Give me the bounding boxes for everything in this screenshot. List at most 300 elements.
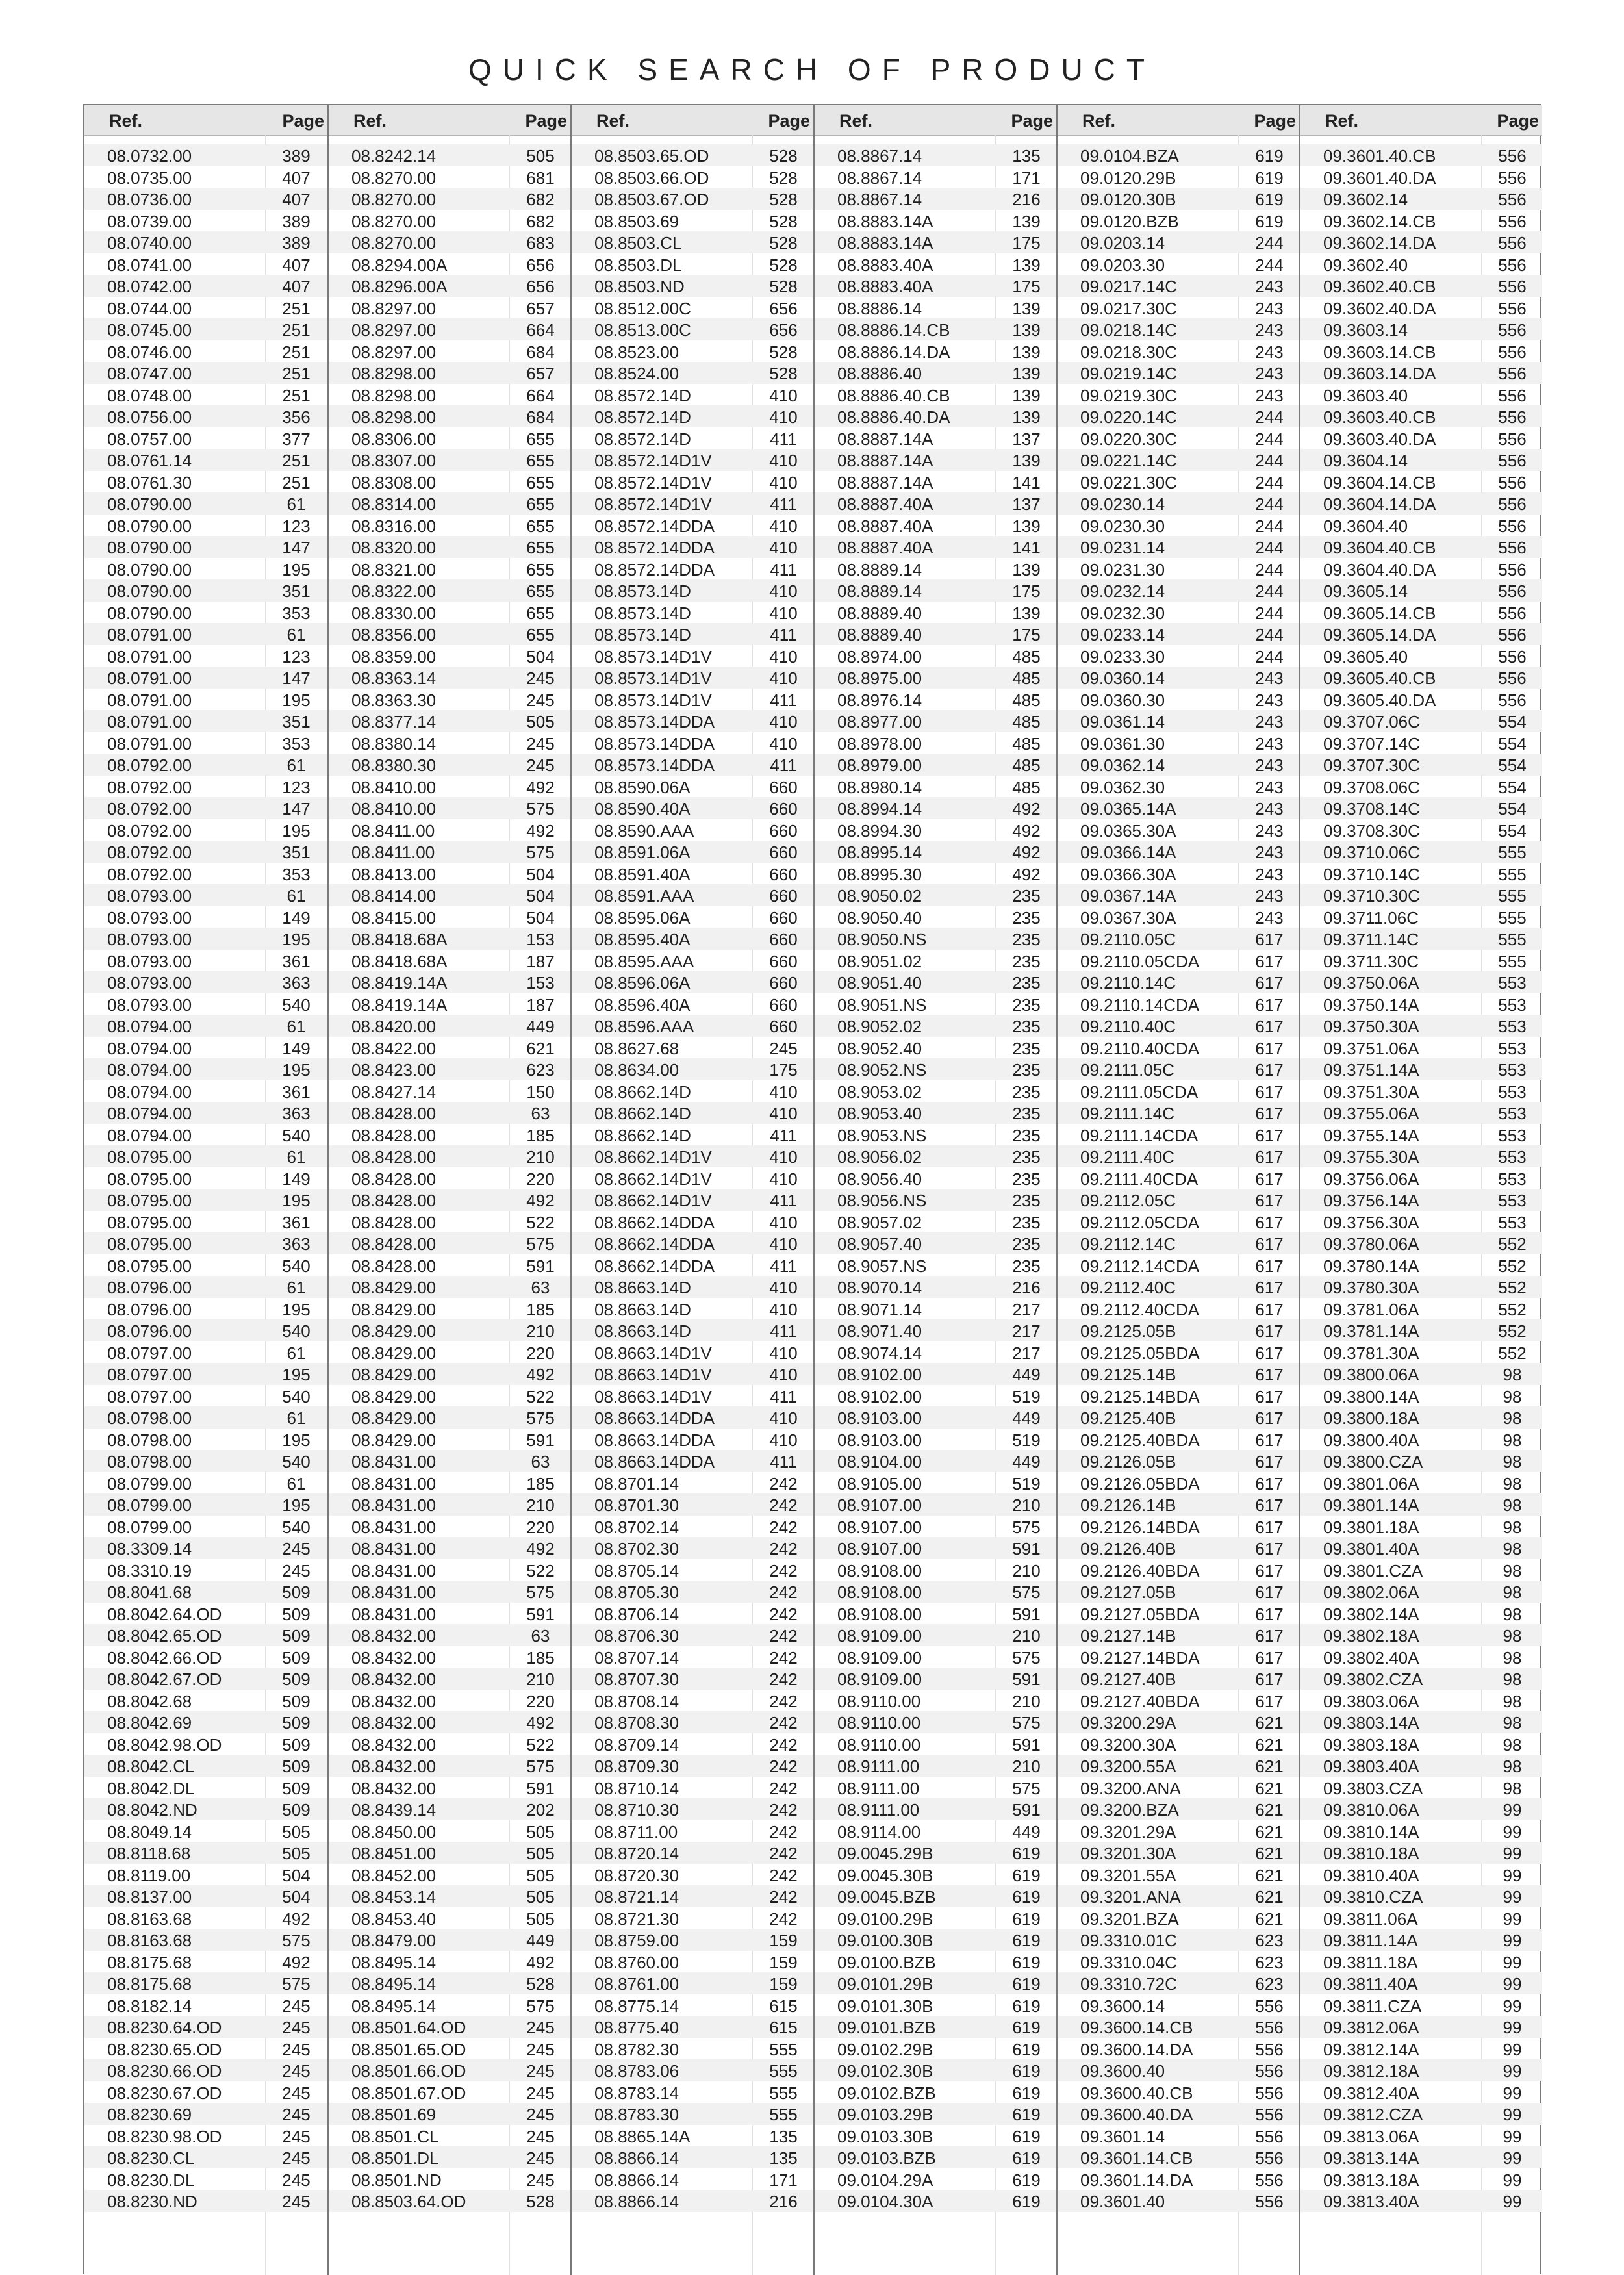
ref-cell: 09.2126.40B bbox=[1080, 1539, 1176, 1558]
table-row bbox=[1058, 797, 1299, 819]
page-cell: 660 bbox=[769, 886, 798, 906]
ref-cell: 08.8163.68 bbox=[107, 1909, 192, 1929]
page-cell: 139 bbox=[1012, 385, 1041, 405]
ref-cell: 09.0220.14C bbox=[1080, 407, 1177, 427]
page-cell: 555 bbox=[1498, 886, 1527, 906]
table-row bbox=[572, 1733, 813, 1755]
page-cell: 540 bbox=[282, 1256, 311, 1276]
page-cell: 509 bbox=[282, 1691, 311, 1711]
page-cell: 655 bbox=[526, 581, 555, 601]
ref-cell: 09.3813.18A bbox=[1323, 2170, 1419, 2190]
page-cell: 244 bbox=[1255, 646, 1284, 667]
table-row bbox=[329, 1406, 570, 1429]
page-cell: 61 bbox=[286, 1473, 306, 1493]
page-cell: 449 bbox=[1012, 1452, 1041, 1471]
table-row bbox=[572, 841, 813, 863]
table-row bbox=[1058, 1690, 1299, 1712]
table-row bbox=[1058, 1842, 1299, 1864]
ref-cell: 08.8270.00 bbox=[351, 233, 437, 253]
page-cell: 556 bbox=[1498, 494, 1527, 514]
table-row bbox=[329, 1842, 570, 1864]
table-row bbox=[329, 1603, 570, 1625]
page-cell: 621 bbox=[1255, 1713, 1284, 1733]
page-cell: 619 bbox=[1012, 2061, 1041, 2081]
page-cell: 235 bbox=[1012, 1060, 1041, 1080]
ref-cell: 08.9074.14 bbox=[837, 1343, 922, 1363]
page-cell: 242 bbox=[769, 1604, 798, 1624]
table-row bbox=[1058, 1711, 1299, 1733]
ref-cell: 09.2127.14B bbox=[1080, 1626, 1176, 1646]
ref-cell: 08.8662.14D1V bbox=[594, 1191, 712, 1210]
table-row bbox=[1300, 384, 1542, 406]
ref-cell: 09.0104.29A bbox=[837, 2170, 933, 2190]
page-cell: 153 bbox=[526, 973, 555, 993]
page-cell: 235 bbox=[1012, 1125, 1041, 1145]
page-cell: 242 bbox=[769, 1517, 798, 1537]
page-cell: 63 bbox=[531, 1452, 550, 1471]
table-row bbox=[572, 1015, 813, 1037]
product-index-table bbox=[83, 104, 1541, 2274]
ref-cell: 08.8710.14 bbox=[594, 1778, 679, 1798]
ref-cell: 09.3812.18A bbox=[1323, 2061, 1419, 2081]
page-cell: 244 bbox=[1255, 407, 1284, 427]
table-row bbox=[84, 2059, 327, 2081]
page-cell: 504 bbox=[282, 1887, 311, 1907]
table-row bbox=[572, 1820, 813, 1842]
page-cell: 361 bbox=[282, 1082, 311, 1102]
ref-cell: 09.3813.14A bbox=[1323, 2148, 1419, 2168]
ref-cell: 08.8431.00 bbox=[351, 1473, 437, 1493]
page-cell: 242 bbox=[769, 1495, 798, 1515]
ref-cell: 08.8866.14 bbox=[594, 2192, 679, 2211]
ref-cell: 08.0793.00 bbox=[107, 995, 192, 1015]
table-row bbox=[1058, 667, 1299, 689]
ref-cell: 09.3200.ANA bbox=[1080, 1778, 1181, 1798]
ref-cell: 09.3605.14 bbox=[1323, 581, 1408, 601]
page-cell: 245 bbox=[282, 2148, 311, 2168]
page-cell: 656 bbox=[769, 320, 798, 340]
page-cell: 363 bbox=[282, 973, 311, 993]
ref-cell: 08.8782.30 bbox=[594, 2039, 679, 2059]
page-cell: 98 bbox=[1503, 1473, 1522, 1493]
ref-cell: 08.0793.00 bbox=[107, 930, 192, 949]
page-cell: 553 bbox=[1498, 1038, 1527, 1058]
ref-cell: 09.3605.40 bbox=[1323, 646, 1408, 667]
ref-cell: 09.3604.40.DA bbox=[1323, 559, 1436, 579]
table-row bbox=[84, 2038, 327, 2060]
page-cell: 528 bbox=[769, 168, 798, 188]
ref-cell: 09.3812.14A bbox=[1323, 2039, 1419, 2059]
table-row bbox=[329, 1385, 570, 1407]
table-row bbox=[329, 2146, 570, 2168]
page-cell: 361 bbox=[282, 951, 311, 971]
page-cell: 575 bbox=[1012, 1582, 1041, 1602]
table-row bbox=[572, 1690, 813, 1712]
ref-cell: 08.0741.00 bbox=[107, 255, 192, 275]
page-cell: 245 bbox=[769, 1038, 798, 1058]
page-cell: 591 bbox=[1012, 1735, 1041, 1755]
page-cell: 353 bbox=[282, 733, 311, 754]
page-cell: 553 bbox=[1498, 1169, 1527, 1189]
page-cell: 619 bbox=[1012, 2039, 1041, 2059]
page-cell: 175 bbox=[769, 1060, 798, 1080]
table-row bbox=[815, 188, 1056, 210]
ref-cell: 08.8501.ND bbox=[351, 2170, 442, 2190]
table-row bbox=[329, 2016, 570, 2038]
ref-cell: 09.2112.40C bbox=[1080, 1278, 1176, 1297]
table-row bbox=[84, 1733, 327, 1755]
column-group bbox=[1299, 105, 1542, 2275]
table-row bbox=[1058, 1668, 1299, 1690]
ref-cell: 08.0794.00 bbox=[107, 1038, 192, 1058]
table-row bbox=[815, 971, 1056, 993]
table-row bbox=[1058, 492, 1299, 515]
table-row bbox=[572, 1298, 813, 1320]
page-cell: 243 bbox=[1255, 799, 1284, 819]
page-cell: 552 bbox=[1498, 1321, 1527, 1341]
page-cell: 553 bbox=[1498, 1212, 1527, 1232]
ref-cell: 08.8453.14 bbox=[351, 1887, 437, 1907]
table-row bbox=[572, 558, 813, 580]
table-row bbox=[1058, 1124, 1299, 1146]
ref-cell: 09.3601.40.DA bbox=[1323, 168, 1436, 188]
table-row bbox=[1300, 449, 1542, 471]
table-row bbox=[572, 1080, 813, 1102]
table-row bbox=[1058, 1319, 1299, 1341]
table-row bbox=[1058, 906, 1299, 928]
ref-cell: 08.8573.14D1V bbox=[594, 646, 712, 667]
table-row bbox=[572, 1537, 813, 1559]
ref-cell: 08.9103.00 bbox=[837, 1430, 922, 1450]
page-cell: 99 bbox=[1503, 2083, 1522, 2103]
ref-cell: 09.3604.14.CB bbox=[1323, 472, 1436, 492]
table-row bbox=[1058, 340, 1299, 362]
table-row bbox=[572, 2059, 813, 2081]
ref-cell: 08.8431.00 bbox=[351, 1452, 437, 1471]
ref-cell: 08.8702.14 bbox=[594, 1517, 679, 1537]
table-row bbox=[1058, 1189, 1299, 1211]
page-cell: 575 bbox=[1012, 1517, 1041, 1537]
page-cell: 244 bbox=[1255, 603, 1284, 623]
table-row bbox=[329, 1015, 570, 1037]
ref-cell: 09.2127.40B bbox=[1080, 1670, 1176, 1689]
page-cell: 619 bbox=[1012, 2018, 1041, 2037]
ref-cell: 09.3200.BZA bbox=[1080, 1800, 1179, 1820]
page-cell: 147 bbox=[282, 538, 311, 557]
page-cell: 216 bbox=[769, 2192, 798, 2211]
table-row bbox=[572, 1385, 813, 1407]
ref-cell: 08.8428.00 bbox=[351, 1147, 437, 1167]
page-cell: 655 bbox=[526, 538, 555, 557]
ref-cell: 08.8663.14DDA bbox=[594, 1430, 715, 1450]
table-row bbox=[572, 1232, 813, 1254]
table-row bbox=[1058, 1058, 1299, 1080]
ref-cell: 08.8503.69 bbox=[594, 211, 679, 231]
page-cell: 135 bbox=[1012, 146, 1041, 166]
page-cell: 619 bbox=[1012, 2083, 1041, 2103]
table-row bbox=[815, 1232, 1056, 1254]
table-row bbox=[1058, 1624, 1299, 1646]
table-row bbox=[1300, 1276, 1542, 1298]
table-row bbox=[815, 427, 1056, 450]
table-row bbox=[815, 405, 1056, 427]
ref-cell: 08.9109.00 bbox=[837, 1647, 922, 1668]
ref-cell: 08.8270.00 bbox=[351, 190, 437, 209]
page-cell: 243 bbox=[1255, 690, 1284, 710]
ref-cell: 09.3602.14.DA bbox=[1323, 233, 1436, 253]
table-row bbox=[1300, 1581, 1542, 1603]
ref-cell: 09.3201.BZA bbox=[1080, 1909, 1179, 1929]
table-row bbox=[572, 340, 813, 362]
page-cell: 98 bbox=[1503, 1430, 1522, 1450]
page-cell: 99 bbox=[1503, 2039, 1522, 2059]
table-row bbox=[329, 275, 570, 297]
page-cell: 556 bbox=[1498, 320, 1527, 340]
page-cell: 509 bbox=[282, 1757, 311, 1776]
column-header bbox=[1058, 105, 1299, 136]
ref-cell: 09.0230.14 bbox=[1080, 494, 1165, 514]
table-row bbox=[1300, 2190, 1542, 2212]
page-cell: 235 bbox=[1012, 1082, 1041, 1102]
table-row bbox=[572, 1167, 813, 1189]
table-row bbox=[1058, 2125, 1299, 2147]
ref-cell: 08.0793.00 bbox=[107, 973, 192, 993]
table-row bbox=[572, 1145, 813, 1167]
page-cell: 575 bbox=[282, 1974, 311, 1994]
table-row bbox=[84, 776, 327, 798]
page-cell: 655 bbox=[526, 603, 555, 623]
ref-cell: 09.3803.CZA bbox=[1323, 1778, 1423, 1798]
table-row bbox=[329, 841, 570, 863]
page-cell: 556 bbox=[1498, 646, 1527, 667]
ref-cell: 08.9111.00 bbox=[837, 1757, 920, 1776]
ref-cell: 08.0798.00 bbox=[107, 1430, 192, 1450]
page-cell: 555 bbox=[769, 2083, 798, 2103]
ref-cell: 09.3781.06A bbox=[1323, 1299, 1419, 1319]
table-row bbox=[815, 623, 1056, 645]
table-row bbox=[572, 602, 813, 624]
ref-cell: 08.8591.06A bbox=[594, 843, 691, 862]
page-cell: 210 bbox=[1012, 1757, 1041, 1776]
page-cell: 617 bbox=[1255, 1430, 1284, 1450]
page-cell: 556 bbox=[1498, 190, 1527, 209]
page-cell: 617 bbox=[1255, 1517, 1284, 1537]
page-cell: 220 bbox=[526, 1343, 555, 1363]
ref-cell: 08.8711.00 bbox=[594, 1822, 678, 1842]
table-row bbox=[572, 1624, 813, 1646]
page-cell: 492 bbox=[282, 1952, 311, 1972]
page-cell: 410 bbox=[769, 451, 798, 470]
page-cell: 553 bbox=[1498, 1125, 1527, 1145]
ref-cell: 08.9111.00 bbox=[837, 1778, 920, 1798]
page-cell: 195 bbox=[282, 1430, 311, 1450]
table-row bbox=[572, 1907, 813, 1929]
ref-cell: 08.8042.ND bbox=[107, 1800, 197, 1820]
page-cell: 504 bbox=[526, 908, 555, 928]
page-cell: 617 bbox=[1255, 1147, 1284, 1167]
table-row bbox=[84, 1537, 327, 1559]
ref-cell: 08.8501.64.OD bbox=[351, 2018, 466, 2037]
table-row bbox=[815, 297, 1056, 319]
page-cell: 98 bbox=[1503, 1713, 1522, 1733]
page-cell: 554 bbox=[1498, 712, 1527, 731]
table-row bbox=[1058, 515, 1299, 537]
ref-cell: 08.8501.66.OD bbox=[351, 2061, 466, 2081]
ref-cell: 09.3600.14.DA bbox=[1080, 2039, 1193, 2059]
page-cell: 621 bbox=[1255, 1844, 1284, 1863]
table-row bbox=[1058, 1341, 1299, 1364]
ref-cell: 08.9107.00 bbox=[837, 1517, 922, 1537]
table-row bbox=[1058, 1646, 1299, 1668]
ref-cell: 09.0104.30A bbox=[837, 2192, 933, 2211]
page-cell: 351 bbox=[282, 843, 311, 862]
ref-cell: 08.8410.00 bbox=[351, 777, 437, 797]
table-row bbox=[329, 993, 570, 1015]
ref-cell: 09.2110.14CDA bbox=[1080, 995, 1200, 1015]
page-cell: 185 bbox=[526, 1473, 555, 1493]
table-row bbox=[1058, 993, 1299, 1015]
table-row bbox=[572, 427, 813, 450]
page-cell: 485 bbox=[1012, 690, 1041, 710]
table-row bbox=[329, 1711, 570, 1733]
table-row bbox=[1300, 427, 1542, 450]
ref-cell: 09.3200.55A bbox=[1080, 1757, 1176, 1776]
ref-cell: 08.9051.02 bbox=[837, 951, 922, 971]
ref-cell: 08.8422.00 bbox=[351, 1038, 437, 1058]
page-cell: 617 bbox=[1255, 930, 1284, 949]
page-cell: 137 bbox=[1012, 429, 1041, 449]
page-cell: 555 bbox=[769, 2061, 798, 2081]
table-row bbox=[815, 1951, 1056, 1973]
ref-cell: 08.0795.00 bbox=[107, 1234, 192, 1254]
ref-cell: 09.3756.30A bbox=[1323, 1212, 1419, 1232]
page-cell: 492 bbox=[1012, 820, 1041, 841]
page-cell: 99 bbox=[1503, 2126, 1522, 2146]
table-row bbox=[1058, 819, 1299, 841]
table-row bbox=[1058, 732, 1299, 754]
page-cell: 245 bbox=[282, 2018, 311, 2037]
column-group bbox=[327, 105, 570, 2275]
page-cell: 245 bbox=[282, 1560, 311, 1581]
page-cell: 485 bbox=[1012, 712, 1041, 731]
ref-cell: 08.0794.00 bbox=[107, 1104, 192, 1123]
column-header bbox=[815, 105, 1056, 136]
ref-cell: 08.8887.14A bbox=[837, 472, 933, 492]
ref-cell: 08.8573.14D bbox=[594, 603, 691, 623]
ref-header: Ref. bbox=[839, 111, 873, 131]
ref-cell: 08.8042.64.OD bbox=[107, 1604, 222, 1624]
page-cell: 617 bbox=[1255, 1278, 1284, 1297]
page-cell: 619 bbox=[1012, 1844, 1041, 1863]
page-header: Page bbox=[282, 111, 324, 131]
table-row bbox=[329, 950, 570, 972]
ref-cell: 09.0221.14C bbox=[1080, 451, 1177, 470]
table-row bbox=[815, 1690, 1056, 1712]
table-row bbox=[1058, 1951, 1299, 1973]
ref-cell: 09.3810.18A bbox=[1323, 1844, 1419, 1863]
ref-cell: 08.9057.02 bbox=[837, 1212, 922, 1232]
page-cell: 243 bbox=[1255, 712, 1284, 731]
ref-cell: 08.0790.00 bbox=[107, 516, 192, 536]
page-cell: 410 bbox=[769, 472, 798, 492]
table-row bbox=[1058, 2081, 1299, 2103]
ref-cell: 08.9114.00 bbox=[837, 1822, 921, 1842]
row-list bbox=[1300, 144, 1542, 2212]
page-cell: 243 bbox=[1255, 364, 1284, 383]
ref-cell: 08.8294.00A bbox=[351, 255, 448, 275]
ref-cell: 09.0120.29B bbox=[1080, 168, 1176, 188]
page-cell: 617 bbox=[1255, 1082, 1284, 1102]
table-row bbox=[84, 2190, 327, 2212]
page-cell: 556 bbox=[1498, 168, 1527, 188]
ref-cell: 08.8308.00 bbox=[351, 472, 437, 492]
table-row bbox=[84, 1668, 327, 1690]
table-row bbox=[572, 1516, 813, 1538]
table-row bbox=[329, 1798, 570, 1820]
table-row bbox=[1300, 2081, 1542, 2103]
ref-cell: 08.8572.14D1V bbox=[594, 494, 712, 514]
table-row bbox=[1300, 1102, 1542, 1124]
table-row bbox=[84, 427, 327, 450]
ref-cell: 08.9109.00 bbox=[837, 1670, 922, 1689]
page-cell: 243 bbox=[1255, 820, 1284, 841]
page-cell: 98 bbox=[1503, 1517, 1522, 1537]
table-row bbox=[1058, 971, 1299, 993]
page-cell: 619 bbox=[1255, 211, 1284, 231]
page-cell: 99 bbox=[1503, 1952, 1522, 1972]
table-row bbox=[572, 863, 813, 885]
table-row bbox=[329, 1145, 570, 1167]
ref-cell: 08.0796.00 bbox=[107, 1299, 192, 1319]
page-cell: 619 bbox=[1012, 1887, 1041, 1907]
page-cell: 244 bbox=[1255, 516, 1284, 536]
ref-cell: 08.8428.00 bbox=[351, 1212, 437, 1232]
table-row bbox=[1058, 1167, 1299, 1189]
ref-cell: 09.3750.06A bbox=[1323, 973, 1419, 993]
page-cell: 619 bbox=[1255, 190, 1284, 209]
table-row bbox=[84, 993, 327, 1015]
ref-cell: 08.8523.00 bbox=[594, 342, 679, 362]
ref-header: Ref. bbox=[353, 111, 387, 131]
ref-cell: 09.3707.06C bbox=[1323, 712, 1420, 731]
table-row bbox=[329, 405, 570, 427]
page-cell: 492 bbox=[526, 1713, 555, 1733]
page-cell: 210 bbox=[526, 1321, 555, 1341]
table-row bbox=[1300, 1711, 1542, 1733]
page-cell: 410 bbox=[769, 538, 798, 557]
table-row bbox=[1058, 1755, 1299, 1777]
page-cell: 235 bbox=[1012, 1017, 1041, 1036]
ref-cell: 08.8270.00 bbox=[351, 211, 437, 231]
page-cell: 617 bbox=[1255, 1038, 1284, 1058]
page-cell: 555 bbox=[1498, 930, 1527, 949]
page-cell: 242 bbox=[769, 1626, 798, 1646]
ref-cell: 08.8572.14D bbox=[594, 407, 691, 427]
table-row bbox=[1300, 819, 1542, 841]
page-header: Page bbox=[1497, 111, 1539, 131]
table-row bbox=[84, 645, 327, 667]
page-cell: 552 bbox=[1498, 1256, 1527, 1276]
ref-cell: 09.3811.06A bbox=[1323, 1909, 1418, 1929]
table-row bbox=[1300, 579, 1542, 602]
table-row bbox=[1300, 1864, 1542, 1886]
page-cell: 540 bbox=[282, 1517, 311, 1537]
page-cell: 681 bbox=[526, 168, 555, 188]
page-cell: 615 bbox=[769, 1996, 798, 2016]
table-row bbox=[815, 1167, 1056, 1189]
page-cell: 149 bbox=[282, 1038, 311, 1058]
table-row bbox=[329, 754, 570, 776]
